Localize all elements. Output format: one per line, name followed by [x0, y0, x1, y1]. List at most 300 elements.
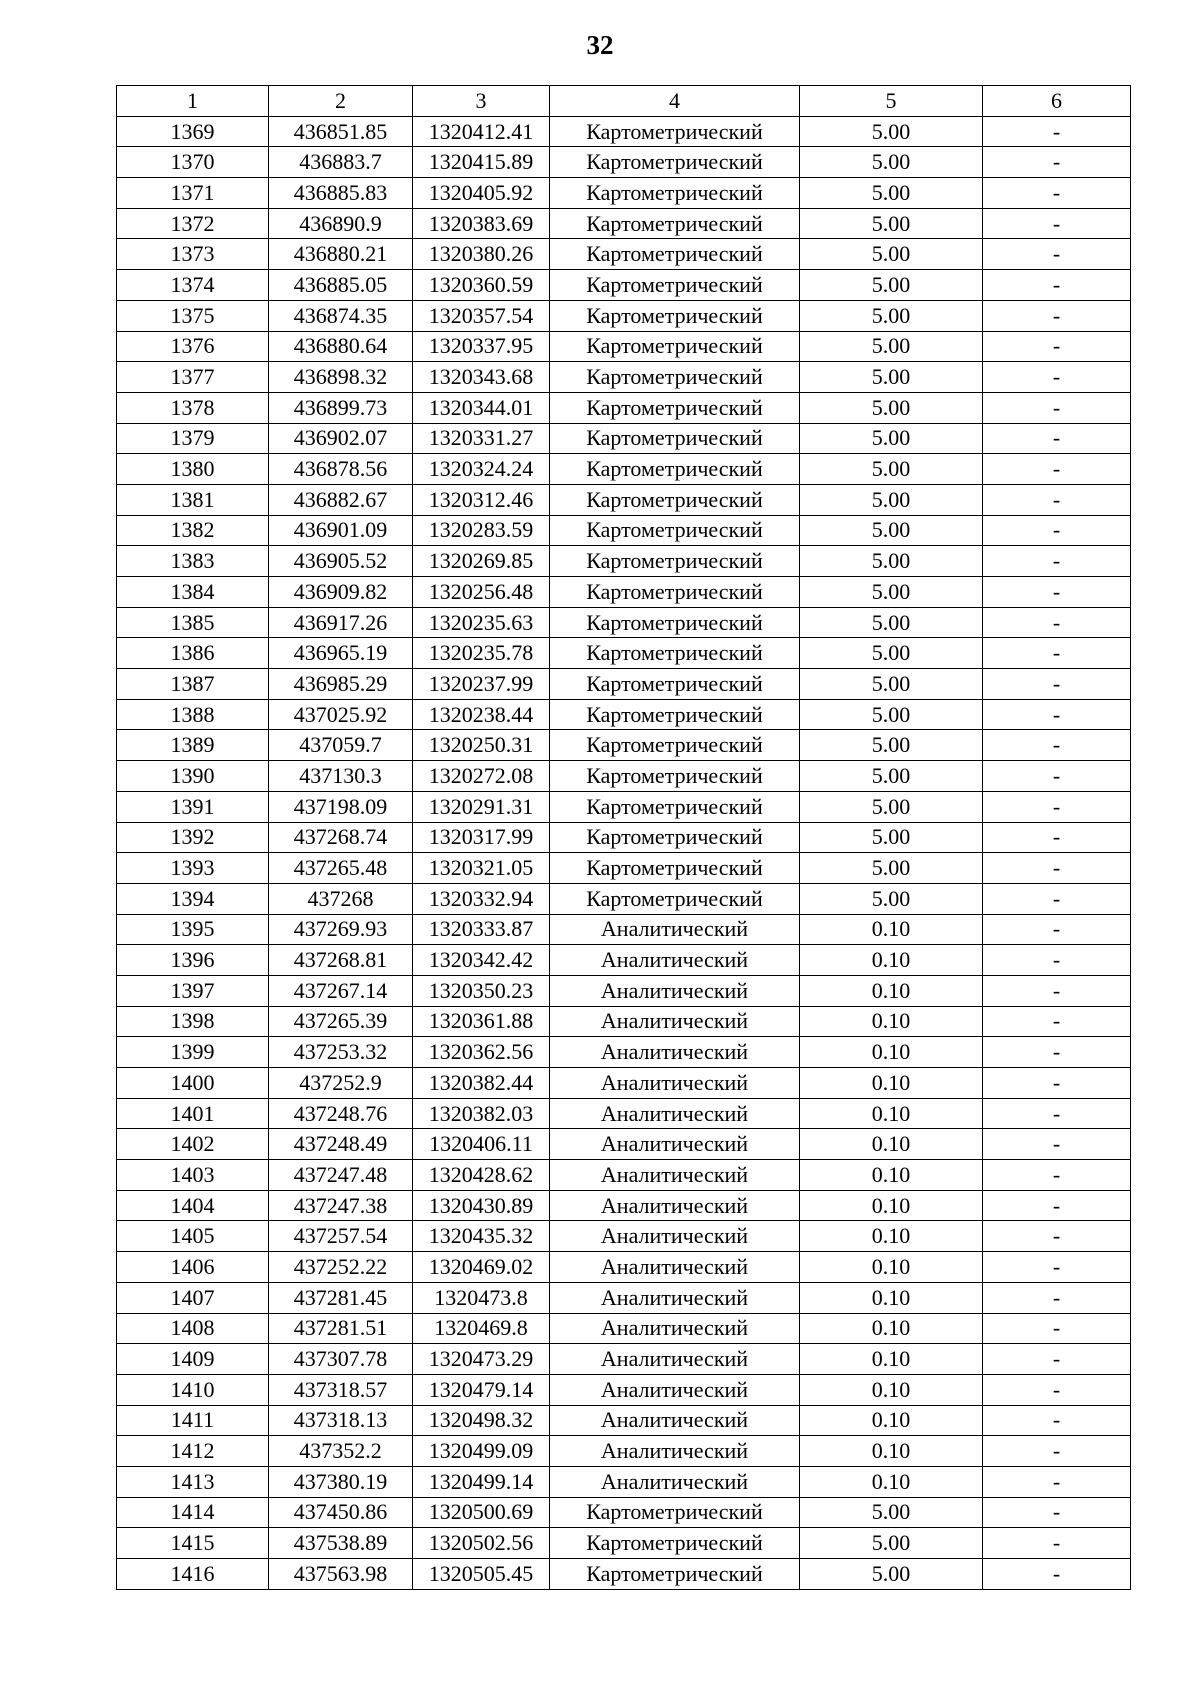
accuracy-cell: 5.00 [800, 607, 983, 638]
method-cell: Картометрический [550, 300, 800, 331]
x-coordinate-cell: 436917.26 [269, 607, 413, 638]
method-cell: Картометрический [550, 699, 800, 730]
accuracy-cell: 5.00 [800, 147, 983, 178]
note-cell: - [983, 1221, 1131, 1252]
note-cell: - [983, 116, 1131, 147]
method-cell: Аналитический [550, 1252, 800, 1283]
x-coordinate-cell: 437318.13 [269, 1405, 413, 1436]
x-coordinate-cell: 436985.29 [269, 669, 413, 700]
note-cell: - [983, 484, 1131, 515]
y-coordinate-cell: 1320406.11 [413, 1129, 550, 1160]
y-coordinate-cell: 1320362.56 [413, 1037, 550, 1068]
x-coordinate-cell: 437198.09 [269, 791, 413, 822]
accuracy-cell: 5.00 [800, 208, 983, 239]
table-row [117, 178, 1131, 209]
table-row [117, 1405, 1131, 1436]
note-cell: - [983, 577, 1131, 608]
accuracy-cell: 0.10 [800, 1221, 983, 1252]
x-coordinate-cell: 436882.67 [269, 484, 413, 515]
note-cell: - [983, 883, 1131, 914]
point-number-cell: 1389 [117, 730, 269, 761]
header-cell-5: 5 [800, 86, 983, 117]
y-coordinate-cell: 1320238.44 [413, 699, 550, 730]
accuracy-cell: 0.10 [800, 1313, 983, 1344]
note-cell: - [983, 1098, 1131, 1129]
table-row [117, 116, 1131, 147]
method-cell: Картометрический [550, 546, 800, 577]
y-coordinate-cell: 1320382.44 [413, 1068, 550, 1099]
point-number-cell: 1399 [117, 1037, 269, 1068]
x-coordinate-cell: 436898.32 [269, 362, 413, 393]
y-coordinate-cell: 1320269.85 [413, 546, 550, 577]
x-coordinate-cell: 437268 [269, 883, 413, 914]
note-cell: - [983, 1313, 1131, 1344]
method-cell: Картометрический [550, 454, 800, 485]
table-row [117, 1098, 1131, 1129]
accuracy-cell: 0.10 [800, 1068, 983, 1099]
note-cell: - [983, 699, 1131, 730]
point-number-cell: 1398 [117, 1006, 269, 1037]
note-cell: - [983, 853, 1131, 884]
point-number-cell: 1396 [117, 945, 269, 976]
y-coordinate-cell: 1320237.99 [413, 669, 550, 700]
table-row [117, 607, 1131, 638]
table-row [117, 1528, 1131, 1559]
point-number-cell: 1378 [117, 392, 269, 423]
x-coordinate-cell: 437307.78 [269, 1344, 413, 1375]
point-number-cell: 1393 [117, 853, 269, 884]
table-row [117, 699, 1131, 730]
method-cell: Аналитический [550, 945, 800, 976]
point-number-cell: 1385 [117, 607, 269, 638]
point-number-cell: 1369 [117, 116, 269, 147]
method-cell: Картометрический [550, 331, 800, 362]
method-cell: Аналитический [550, 1374, 800, 1405]
table-row [117, 239, 1131, 270]
method-cell: Аналитический [550, 1129, 800, 1160]
table-row [117, 1006, 1131, 1037]
y-coordinate-cell: 1320357.54 [413, 300, 550, 331]
y-coordinate-cell: 1320428.62 [413, 1160, 550, 1191]
note-cell: - [983, 669, 1131, 700]
note-cell: - [983, 270, 1131, 301]
method-cell: Картометрический [550, 822, 800, 853]
method-cell: Аналитический [550, 1068, 800, 1099]
y-coordinate-cell: 1320343.68 [413, 362, 550, 393]
note-cell: - [983, 791, 1131, 822]
table-row [117, 1037, 1131, 1068]
accuracy-cell: 5.00 [800, 699, 983, 730]
x-coordinate-cell: 436965.19 [269, 638, 413, 669]
point-number-cell: 1416 [117, 1559, 269, 1590]
table-row [117, 1129, 1131, 1160]
note-cell: - [983, 1282, 1131, 1313]
table-row [117, 454, 1131, 485]
table-row [117, 423, 1131, 454]
y-coordinate-cell: 1320505.45 [413, 1559, 550, 1590]
note-cell: - [983, 1190, 1131, 1221]
accuracy-cell: 5.00 [800, 730, 983, 761]
method-cell: Аналитический [550, 1037, 800, 1068]
point-number-cell: 1401 [117, 1098, 269, 1129]
accuracy-cell: 5.00 [800, 853, 983, 884]
x-coordinate-cell: 437253.32 [269, 1037, 413, 1068]
accuracy-cell: 5.00 [800, 1528, 983, 1559]
y-coordinate-cell: 1320383.69 [413, 208, 550, 239]
accuracy-cell: 0.10 [800, 945, 983, 976]
x-coordinate-cell: 437281.45 [269, 1282, 413, 1313]
x-coordinate-cell: 436909.82 [269, 577, 413, 608]
y-coordinate-cell: 1320473.29 [413, 1344, 550, 1375]
table-row [117, 1221, 1131, 1252]
table-row [117, 1252, 1131, 1283]
point-number-cell: 1376 [117, 331, 269, 362]
note-cell: - [983, 147, 1131, 178]
table-row [117, 300, 1131, 331]
method-cell: Картометрический [550, 791, 800, 822]
accuracy-cell: 5.00 [800, 791, 983, 822]
y-coordinate-cell: 1320332.94 [413, 883, 550, 914]
x-coordinate-cell: 437247.48 [269, 1160, 413, 1191]
accuracy-cell: 5.00 [800, 669, 983, 700]
y-coordinate-cell: 1320479.14 [413, 1374, 550, 1405]
accuracy-cell: 0.10 [800, 1466, 983, 1497]
table-row [117, 761, 1131, 792]
method-cell: Картометрический [550, 239, 800, 270]
table-row [117, 822, 1131, 853]
point-number-cell: 1406 [117, 1252, 269, 1283]
y-coordinate-cell: 1320350.23 [413, 975, 550, 1006]
y-coordinate-cell: 1320499.14 [413, 1466, 550, 1497]
table-row [117, 791, 1131, 822]
note-cell: - [983, 1344, 1131, 1375]
y-coordinate-cell: 1320412.41 [413, 116, 550, 147]
accuracy-cell: 0.10 [800, 1098, 983, 1129]
table-row [117, 914, 1131, 945]
x-coordinate-cell: 437248.76 [269, 1098, 413, 1129]
accuracy-cell: 5.00 [800, 423, 983, 454]
point-number-cell: 1377 [117, 362, 269, 393]
accuracy-cell: 0.10 [800, 1160, 983, 1191]
note-cell: - [983, 178, 1131, 209]
method-cell: Картометрический [550, 607, 800, 638]
x-coordinate-cell: 436880.64 [269, 331, 413, 362]
y-coordinate-cell: 1320380.26 [413, 239, 550, 270]
y-coordinate-cell: 1320360.59 [413, 270, 550, 301]
y-coordinate-cell: 1320344.01 [413, 392, 550, 423]
y-coordinate-cell: 1320250.31 [413, 730, 550, 761]
y-coordinate-cell: 1320435.32 [413, 1221, 550, 1252]
accuracy-cell: 0.10 [800, 1282, 983, 1313]
table-row [117, 1068, 1131, 1099]
x-coordinate-cell: 436905.52 [269, 546, 413, 577]
x-coordinate-cell: 436851.85 [269, 116, 413, 147]
y-coordinate-cell: 1320469.02 [413, 1252, 550, 1283]
x-coordinate-cell: 437267.14 [269, 975, 413, 1006]
y-coordinate-cell: 1320317.99 [413, 822, 550, 853]
x-coordinate-cell: 437268.81 [269, 945, 413, 976]
point-number-cell: 1384 [117, 577, 269, 608]
method-cell: Картометрический [550, 638, 800, 669]
method-cell: Картометрический [550, 270, 800, 301]
note-cell: - [983, 208, 1131, 239]
point-number-cell: 1380 [117, 454, 269, 485]
y-coordinate-cell: 1320499.09 [413, 1436, 550, 1467]
table-row [117, 945, 1131, 976]
note-cell: - [983, 1436, 1131, 1467]
page-number: 32 [586, 30, 614, 60]
note-cell: - [983, 454, 1131, 485]
point-number-cell: 1397 [117, 975, 269, 1006]
note-cell: - [983, 1559, 1131, 1590]
table-row [117, 1559, 1131, 1590]
x-coordinate-cell: 437563.98 [269, 1559, 413, 1590]
y-coordinate-cell: 1320333.87 [413, 914, 550, 945]
point-number-cell: 1409 [117, 1344, 269, 1375]
point-number-cell: 1391 [117, 791, 269, 822]
accuracy-cell: 0.10 [800, 1344, 983, 1375]
x-coordinate-cell: 436880.21 [269, 239, 413, 270]
accuracy-cell: 5.00 [800, 484, 983, 515]
note-cell: - [983, 1528, 1131, 1559]
x-coordinate-cell: 436890.9 [269, 208, 413, 239]
table-row [117, 546, 1131, 577]
y-coordinate-cell: 1320430.89 [413, 1190, 550, 1221]
table-row [117, 1436, 1131, 1467]
x-coordinate-cell: 437059.7 [269, 730, 413, 761]
y-coordinate-cell: 1320337.95 [413, 331, 550, 362]
accuracy-cell: 0.10 [800, 1190, 983, 1221]
table-row [117, 515, 1131, 546]
table-row [117, 975, 1131, 1006]
point-number-cell: 1379 [117, 423, 269, 454]
y-coordinate-cell: 1320498.32 [413, 1405, 550, 1436]
y-coordinate-cell: 1320500.69 [413, 1497, 550, 1528]
x-coordinate-cell: 437265.39 [269, 1006, 413, 1037]
x-coordinate-cell: 436874.35 [269, 300, 413, 331]
note-cell: - [983, 1497, 1131, 1528]
accuracy-cell: 0.10 [800, 1374, 983, 1405]
note-cell: - [983, 1466, 1131, 1497]
accuracy-cell: 5.00 [800, 1497, 983, 1528]
y-coordinate-cell: 1320415.89 [413, 147, 550, 178]
accuracy-cell: 5.00 [800, 239, 983, 270]
point-number-cell: 1388 [117, 699, 269, 730]
note-cell: - [983, 331, 1131, 362]
point-number-cell: 1403 [117, 1160, 269, 1191]
table-row [117, 362, 1131, 393]
table-row [117, 484, 1131, 515]
point-number-cell: 1412 [117, 1436, 269, 1467]
note-cell: - [983, 1374, 1131, 1405]
y-coordinate-cell: 1320361.88 [413, 1006, 550, 1037]
method-cell: Аналитический [550, 1160, 800, 1191]
x-coordinate-cell: 437268.74 [269, 822, 413, 853]
note-cell: - [983, 423, 1131, 454]
note-cell: - [983, 1252, 1131, 1283]
header-cell-6: 6 [983, 86, 1131, 117]
method-cell: Аналитический [550, 1405, 800, 1436]
method-cell: Аналитический [550, 914, 800, 945]
point-number-cell: 1414 [117, 1497, 269, 1528]
point-number-cell: 1387 [117, 669, 269, 700]
accuracy-cell: 5.00 [800, 300, 983, 331]
accuracy-cell: 0.10 [800, 1037, 983, 1068]
table-row [117, 208, 1131, 239]
note-cell: - [983, 1160, 1131, 1191]
table-row [117, 331, 1131, 362]
method-cell: Аналитический [550, 1466, 800, 1497]
point-number-cell: 1386 [117, 638, 269, 669]
point-number-cell: 1373 [117, 239, 269, 270]
x-coordinate-cell: 436883.7 [269, 147, 413, 178]
point-number-cell: 1411 [117, 1405, 269, 1436]
note-cell: - [983, 546, 1131, 577]
note-cell: - [983, 239, 1131, 270]
method-cell: Аналитический [550, 1436, 800, 1467]
x-coordinate-cell: 437380.19 [269, 1466, 413, 1497]
accuracy-cell: 5.00 [800, 761, 983, 792]
accuracy-cell: 0.10 [800, 1129, 983, 1160]
method-cell: Картометрический [550, 853, 800, 884]
method-cell: Картометрический [550, 1559, 800, 1590]
accuracy-cell: 5.00 [800, 577, 983, 608]
table-row [117, 392, 1131, 423]
point-number-cell: 1407 [117, 1282, 269, 1313]
method-cell: Аналитический [550, 1221, 800, 1252]
accuracy-cell: 5.00 [800, 1559, 983, 1590]
header-row [117, 86, 1131, 117]
x-coordinate-cell: 436885.83 [269, 178, 413, 209]
y-coordinate-cell: 1320321.05 [413, 853, 550, 884]
note-cell: - [983, 1129, 1131, 1160]
table-row [117, 577, 1131, 608]
header-cell-1: 1 [117, 86, 269, 117]
method-cell: Картометрический [550, 883, 800, 914]
accuracy-cell: 0.10 [800, 914, 983, 945]
accuracy-cell: 5.00 [800, 454, 983, 485]
y-coordinate-cell: 1320469.8 [413, 1313, 550, 1344]
method-cell: Аналитический [550, 1098, 800, 1129]
accuracy-cell: 5.00 [800, 546, 983, 577]
note-cell: - [983, 975, 1131, 1006]
table-row [117, 1344, 1131, 1375]
point-number-cell: 1405 [117, 1221, 269, 1252]
header-cell-2: 2 [269, 86, 413, 117]
accuracy-cell: 5.00 [800, 362, 983, 393]
method-cell: Аналитический [550, 975, 800, 1006]
table-row [117, 1160, 1131, 1191]
y-coordinate-cell: 1320291.31 [413, 791, 550, 822]
point-number-cell: 1404 [117, 1190, 269, 1221]
point-number-cell: 1370 [117, 147, 269, 178]
header-cell-4: 4 [550, 86, 800, 117]
table-row [117, 1282, 1131, 1313]
note-cell: - [983, 1068, 1131, 1099]
method-cell: Картометрический [550, 1497, 800, 1528]
method-cell: Картометрический [550, 116, 800, 147]
x-coordinate-cell: 437247.38 [269, 1190, 413, 1221]
accuracy-cell: 5.00 [800, 822, 983, 853]
x-coordinate-cell: 437352.2 [269, 1436, 413, 1467]
table-header [117, 86, 1131, 117]
y-coordinate-cell: 1320502.56 [413, 1528, 550, 1559]
point-number-cell: 1410 [117, 1374, 269, 1405]
x-coordinate-cell: 437269.93 [269, 914, 413, 945]
point-number-cell: 1415 [117, 1528, 269, 1559]
point-number-cell: 1394 [117, 883, 269, 914]
note-cell: - [983, 945, 1131, 976]
table-row [117, 1190, 1131, 1221]
point-number-cell: 1371 [117, 178, 269, 209]
method-cell: Аналитический [550, 1344, 800, 1375]
point-number-cell: 1372 [117, 208, 269, 239]
y-coordinate-cell: 1320405.92 [413, 178, 550, 209]
x-coordinate-cell: 437318.57 [269, 1374, 413, 1405]
method-cell: Аналитический [550, 1313, 800, 1344]
note-cell: - [983, 392, 1131, 423]
note-cell: - [983, 730, 1131, 761]
point-number-cell: 1383 [117, 546, 269, 577]
x-coordinate-cell: 436885.05 [269, 270, 413, 301]
table-row [117, 147, 1131, 178]
x-coordinate-cell: 437257.54 [269, 1221, 413, 1252]
accuracy-cell: 0.10 [800, 975, 983, 1006]
accuracy-cell: 0.10 [800, 1405, 983, 1436]
y-coordinate-cell: 1320324.24 [413, 454, 550, 485]
y-coordinate-cell: 1320235.78 [413, 638, 550, 669]
note-cell: - [983, 822, 1131, 853]
y-coordinate-cell: 1320473.8 [413, 1282, 550, 1313]
x-coordinate-cell: 437538.89 [269, 1528, 413, 1559]
method-cell: Картометрический [550, 178, 800, 209]
y-coordinate-cell: 1320382.03 [413, 1098, 550, 1129]
table-row [117, 1497, 1131, 1528]
note-cell: - [983, 914, 1131, 945]
point-number-cell: 1395 [117, 914, 269, 945]
method-cell: Картометрический [550, 515, 800, 546]
x-coordinate-cell: 436899.73 [269, 392, 413, 423]
accuracy-cell: 0.10 [800, 1436, 983, 1467]
x-coordinate-cell: 437252.22 [269, 1252, 413, 1283]
method-cell: Картометрический [550, 423, 800, 454]
method-cell: Картометрический [550, 484, 800, 515]
accuracy-cell: 5.00 [800, 331, 983, 362]
x-coordinate-cell: 437252.9 [269, 1068, 413, 1099]
point-number-cell: 1413 [117, 1466, 269, 1497]
method-cell: Картометрический [550, 392, 800, 423]
accuracy-cell: 5.00 [800, 392, 983, 423]
x-coordinate-cell: 437265.48 [269, 853, 413, 884]
point-number-cell: 1374 [117, 270, 269, 301]
point-number-cell: 1375 [117, 300, 269, 331]
method-cell: Картометрический [550, 147, 800, 178]
x-coordinate-cell: 436902.07 [269, 423, 413, 454]
y-coordinate-cell: 1320272.08 [413, 761, 550, 792]
table-row [117, 883, 1131, 914]
method-cell: Аналитический [550, 1006, 800, 1037]
accuracy-cell: 5.00 [800, 270, 983, 301]
x-coordinate-cell: 437025.92 [269, 699, 413, 730]
point-number-cell: 1402 [117, 1129, 269, 1160]
x-coordinate-cell: 437281.51 [269, 1313, 413, 1344]
note-cell: - [983, 300, 1131, 331]
table-row [117, 1374, 1131, 1405]
y-coordinate-cell: 1320342.42 [413, 945, 550, 976]
table-body [117, 116, 1131, 1589]
x-coordinate-cell: 437130.3 [269, 761, 413, 792]
table-row [117, 638, 1131, 669]
